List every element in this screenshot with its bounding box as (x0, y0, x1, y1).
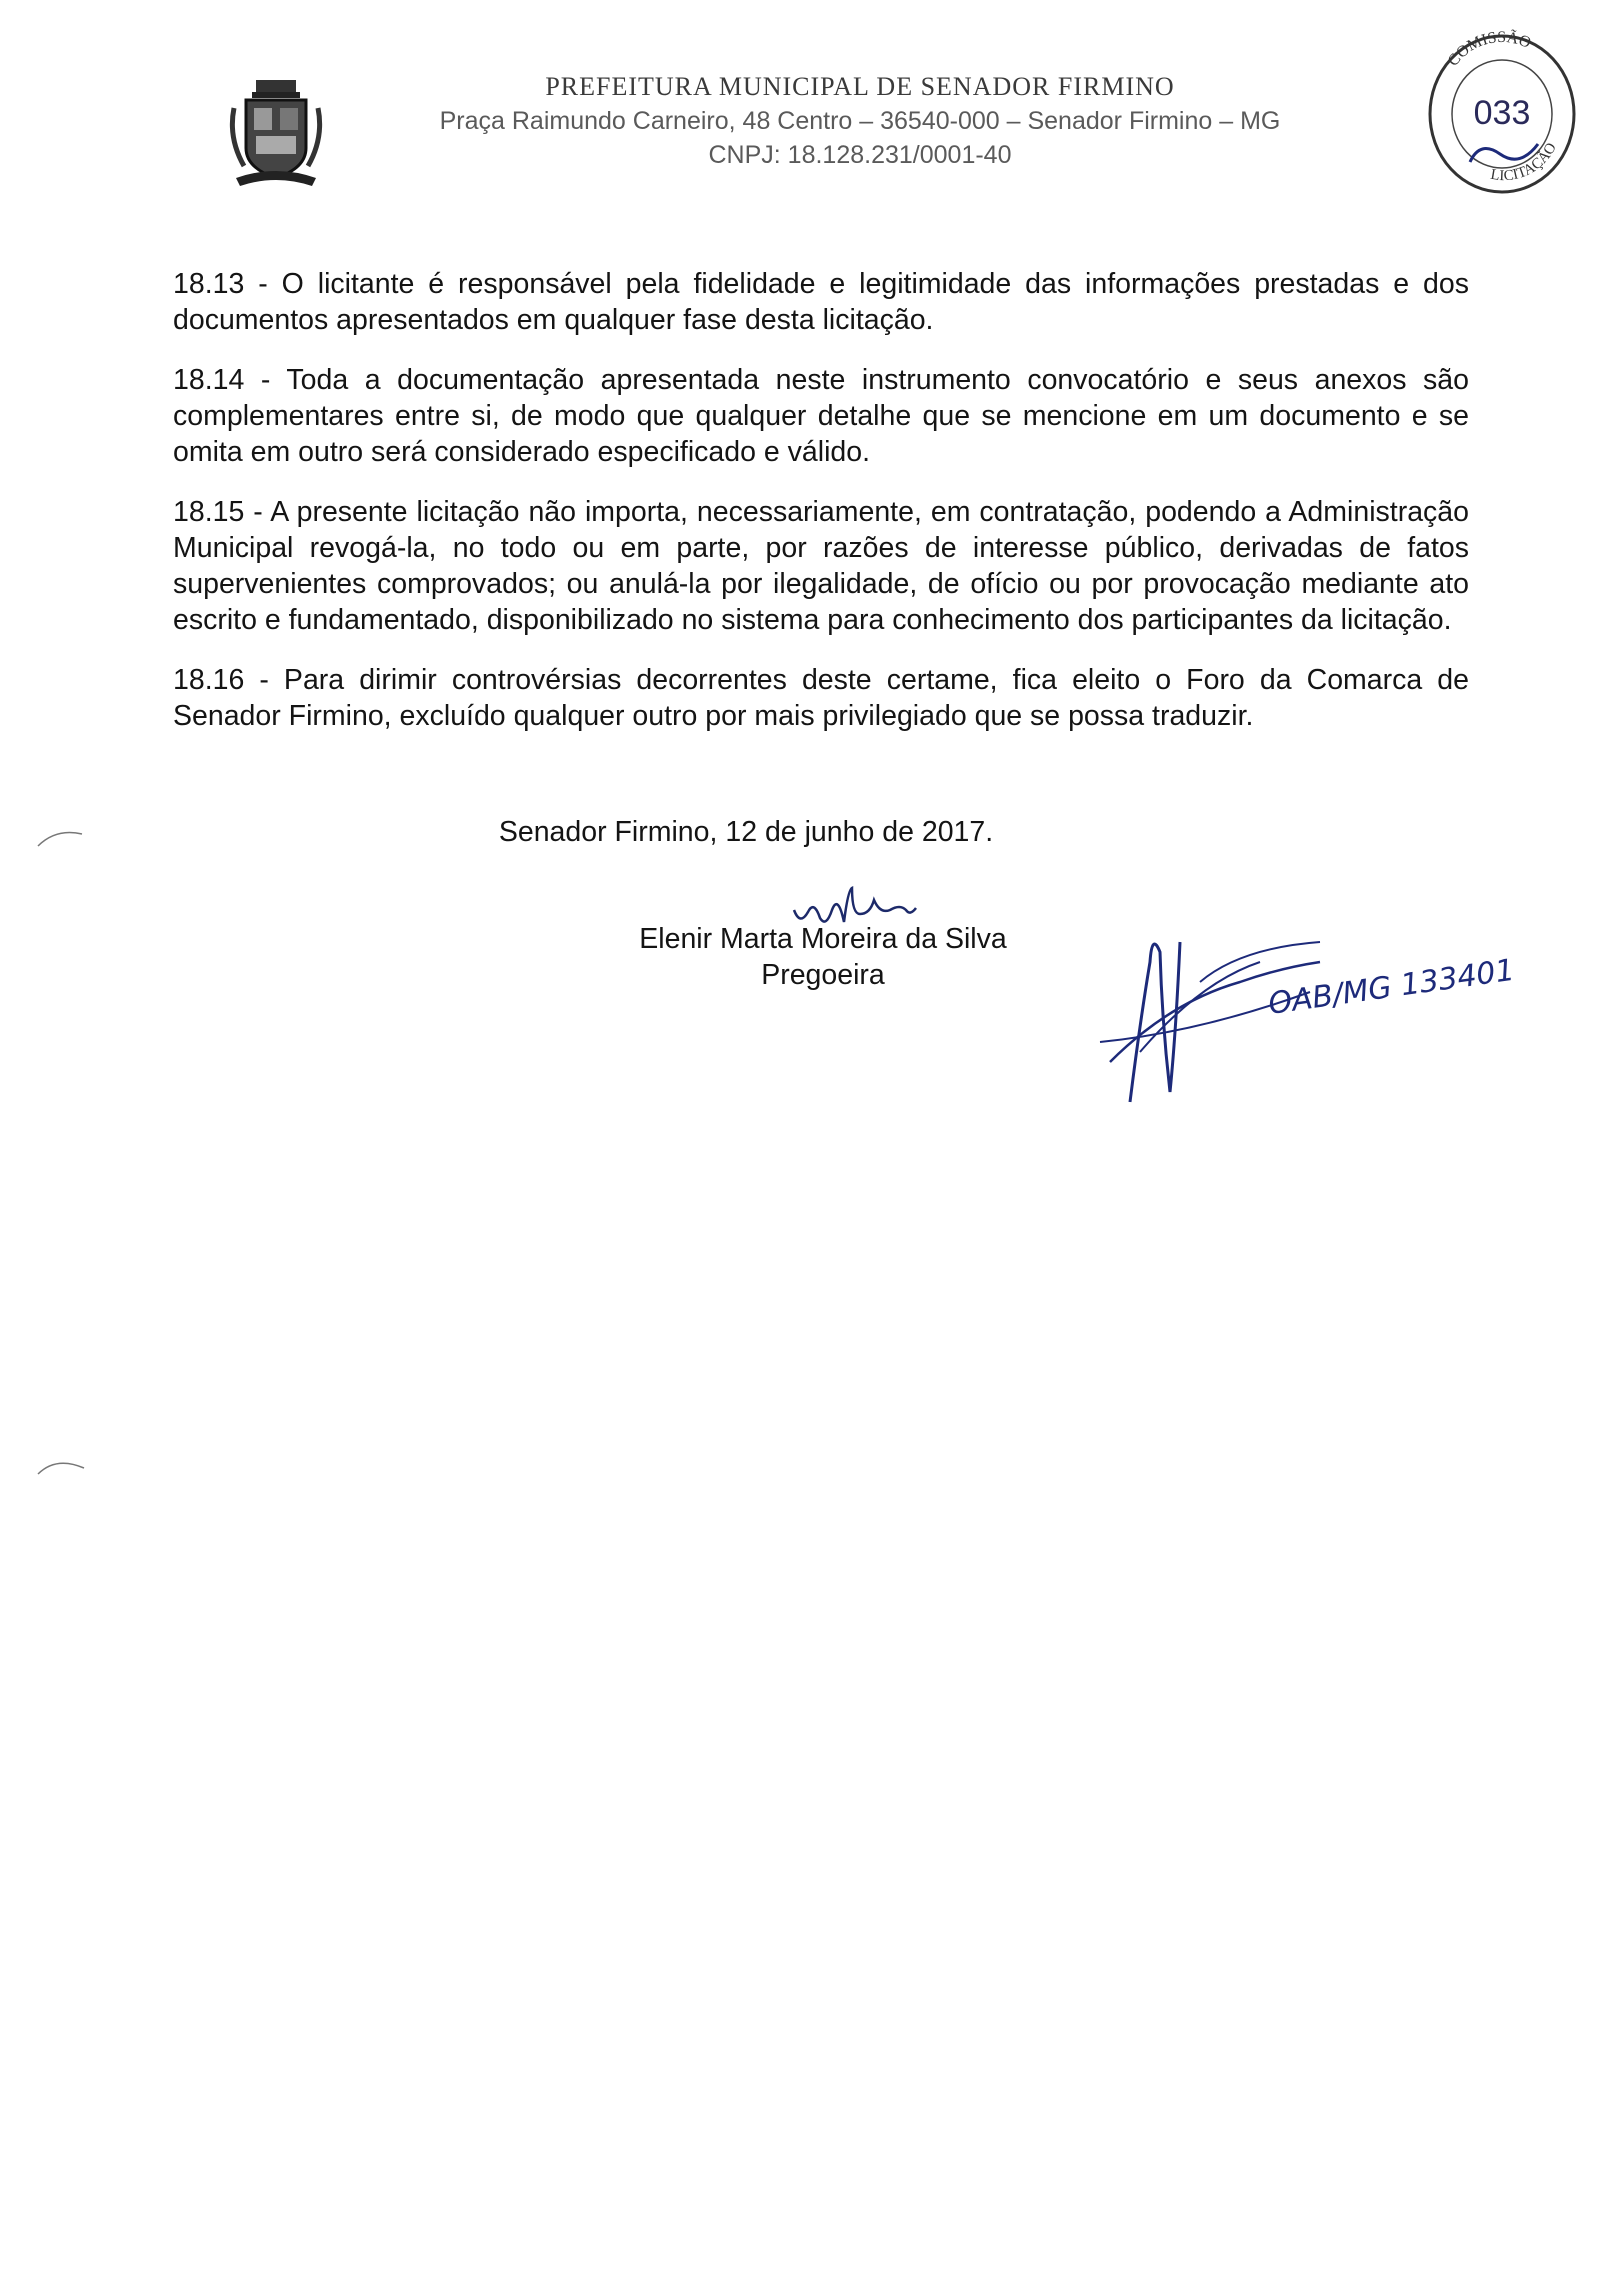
stamp-bottom-text: LICITAÇÃO (1489, 140, 1560, 185)
place-date: Senador Firmino, 12 de junho de 2017. (498, 816, 994, 848)
header-address: Praça Raimundo Carneiro, 48 Centro – 36540-000 – Senador Firmino – MG (439, 107, 1281, 135)
closing-line (173, 814, 1469, 850)
commission-stamp (1420, 22, 1580, 197)
handwritten-signature-small (790, 870, 920, 940)
signatory-role: Pregoeira (761, 959, 885, 991)
clause-18-13: 18.13 - O licitante é responsável pela fidelidade e legitimidade das informações prestadas e dos documentos apresentados em qualquer fase desta licitação. (173, 268, 1469, 336)
clause-18-14: 18.14 - Toda a documentação apresentada neste instrumento convocatório e seus anexos são complementares entre si, de modo que qualquer detalhe que se mencione em um documento e se omita em outro será considerado especificado e válido. (173, 364, 1469, 468)
handwritten-signature-large (1080, 922, 1517, 1112)
header-organization: PREFEITURA MUNICIPAL DE SENADOR FIRMINO (545, 72, 1175, 101)
document-body (173, 266, 1469, 991)
municipal-crest-icon (226, 78, 326, 190)
stamp-number: 033 (1473, 94, 1531, 132)
stamp-top-text: COMISSÃO (1444, 28, 1534, 70)
clause-18-15: 18.15 - A presente licitação não importa, necessariamente, em contratação, podendo a Administração Municipal revogá-la, no todo ou em parte, por razões de interesse público, derivadas de fatos supervenientes comprovados; ou anulá-la por ilegalidade, de ofício ou por provocação mediante ato escrito e fundamentado, disponibilizado no sistema para conhecimento dos participantes da licitação. (173, 496, 1469, 636)
scan-mark (30, 818, 90, 858)
header-cnpj: CNPJ: 18.128.231/0001-40 (708, 141, 1012, 169)
letterhead (330, 70, 1390, 172)
signatory-name: Elenir Marta Moreira da Silva (639, 923, 1007, 955)
scan-mark (30, 1448, 90, 1488)
clause-18-16: 18.16 - Para dirimir controvérsias decorrentes deste certame, fica eleito o Foro da Comarca de Senador Firmino, excluído qualquer outro por mais privilegiado que se possa traduzir. (173, 664, 1469, 732)
oab-handwritten-note: OAB/MG 133401 (1266, 952, 1517, 1022)
